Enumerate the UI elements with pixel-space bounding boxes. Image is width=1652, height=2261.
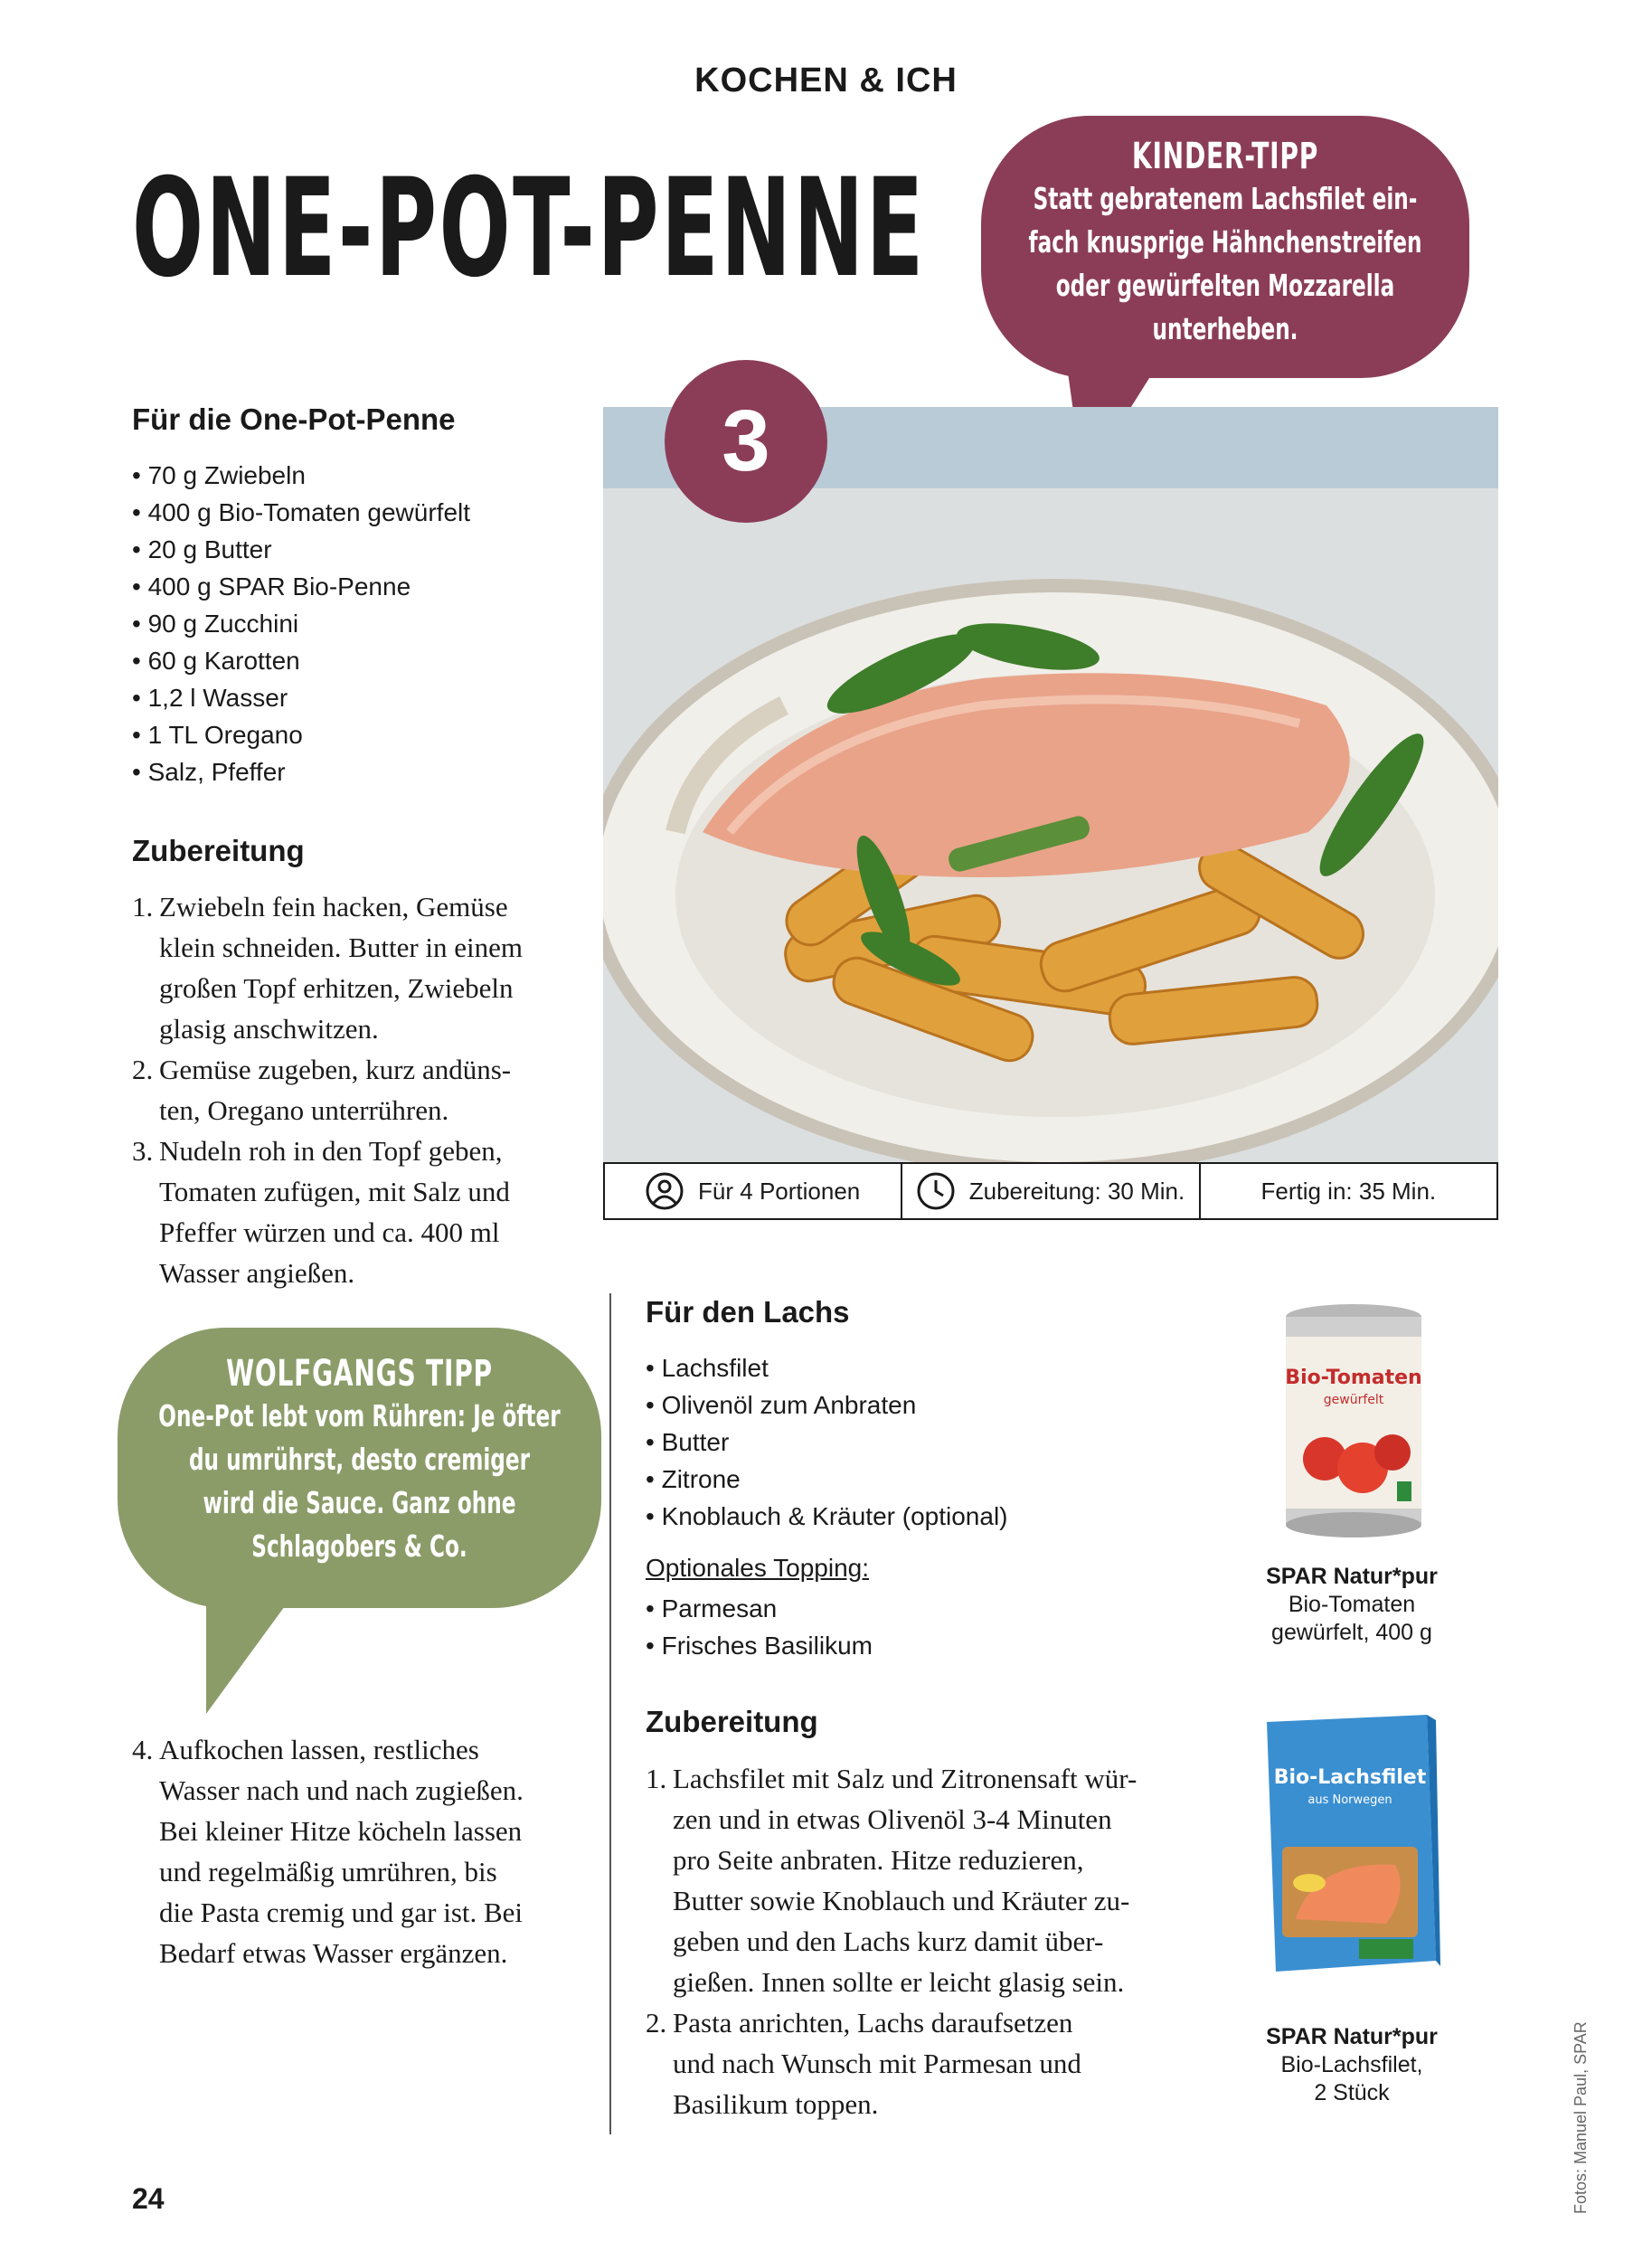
step-line: großen Topf erhitzen, Zwiebeln (159, 972, 514, 1004)
step-line: Butter sowie Knoblauch und Kräuter zu- (673, 1885, 1130, 1916)
tomato-can-illustration (1279, 1301, 1429, 1540)
kids-tip-line: unterheben. (1152, 311, 1298, 346)
info-portions-text: Für 4 Portionen (698, 1177, 861, 1205)
list-item: • Lachsfilet (646, 1349, 1008, 1386)
step-line: Gemüse zugeben, kurz andüns- (159, 1054, 512, 1085)
step-number: 2. (132, 1054, 154, 1085)
step-line: und nach Wunsch mit Parmesan und (673, 2048, 1081, 2079)
product-name: gewürfelt, 400 g (1271, 1620, 1432, 1645)
list-item: • 20 g Butter (132, 531, 470, 568)
wolf-tip-line: du umrührst, desto cremiger (188, 1442, 531, 1477)
step-item (646, 2002, 1224, 2124)
step-line: zen und in etwas Olivenöl 3-4 Minuten (673, 1803, 1112, 1835)
tomato-can-label: Bio-Tomaten (1285, 1367, 1422, 1389)
product-caption-salmon (1225, 2023, 1478, 2107)
step-item (132, 1049, 584, 1130)
wolf-tip-line: wird die Sauce. Ganz ohne (203, 1485, 516, 1520)
penne-steps (132, 886, 584, 1293)
step-line: Zwiebeln fein hacken, Gemüse (159, 891, 508, 922)
step-number: 2. (646, 2007, 667, 2039)
salmon-package-sublabel: aus Norwegen (1307, 1793, 1392, 1807)
step-line: klein schneiden. Butter in einem (159, 932, 524, 963)
kids-tip-title: KINDER-TIPP (1131, 136, 1319, 177)
info-ready-in (1201, 1164, 1496, 1218)
wolf-tip-title: WOLFGANGS TIPP (226, 1353, 493, 1395)
salmon-package-label: Bio-Lachsfilet (1273, 1766, 1427, 1789)
list-item: • Olivenöl zum Anbraten (646, 1386, 1008, 1424)
step-line: geben und den Lachs kurz damit über- (673, 1925, 1104, 1957)
step-line: ten, Oregano unterrühren. (159, 1094, 449, 1126)
wolf-tip-line: Schlagobers & Co. (251, 1528, 467, 1564)
penne-steps-continued (132, 1729, 602, 1973)
kids-tip-line: oder gewürfelten Mozzarella (1055, 268, 1395, 303)
step-line: Tomaten zufügen, mit Salz und (159, 1176, 510, 1207)
photo-credit: Fotos: Manuel Paul, SPAR (1572, 2021, 1590, 2214)
topping-heading: Optionales Topping: (646, 1554, 869, 1582)
clock-icon (917, 1172, 955, 1210)
step-line: Nudeln roh in den Topf geben, (159, 1135, 503, 1167)
step-item (646, 1758, 1224, 2002)
step-line: Aufkochen lassen, restliches (159, 1734, 479, 1765)
step-item (132, 1729, 602, 1973)
step-line: Wasser angießen. (159, 1257, 355, 1289)
column-divider (609, 1293, 611, 2134)
penne-ingredient-list (132, 457, 470, 790)
list-item: • Frisches Basilikum (646, 1627, 873, 1664)
step-line: pro Seite anbraten. Hitze reduzieren, (673, 1844, 1084, 1876)
salmon-package-image (1260, 1711, 1440, 1973)
product-name: Bio-Lachsfilet, (1280, 2052, 1423, 2077)
product-brand: SPAR Natur*pur (1266, 1564, 1438, 1589)
step-number: 3. (132, 1135, 154, 1167)
info-prep-time-text: Zubereitung: 30 Min. (968, 1177, 1185, 1205)
step-line: Lachsfilet mit Salz und Zitronensaft wür- (673, 1763, 1138, 1794)
tomato-can-image (1279, 1301, 1429, 1540)
person-icon (646, 1172, 684, 1210)
step-line: Wasser nach und nach zugießen. (159, 1774, 524, 1806)
product-brand: SPAR Natur*pur (1266, 2024, 1438, 2049)
step-line: gießen. Innen sollte er leicht glasig sein. (673, 1966, 1125, 1998)
kids-tip-bubble (981, 116, 1469, 378)
step-number: 1. (646, 1763, 667, 1794)
section-label: KOCHEN & ICH (694, 61, 958, 99)
wolf-tip-line: One-Pot lebt vom Rühren: Je öfter (158, 1398, 561, 1433)
step-line: Bedarf etwas Wasser ergänzen. (159, 1937, 508, 1969)
list-item: • 1 TL Oregano (132, 716, 470, 753)
topping-list (646, 1590, 873, 1664)
product-name: Bio-Tomaten (1288, 1592, 1416, 1617)
recipe-number-badge: 3 (665, 360, 827, 523)
step-number: 4. (132, 1734, 154, 1765)
product-name: 2 Stück (1314, 2080, 1390, 2105)
list-item: • 60 g Karotten (132, 642, 470, 679)
list-item: • 400 g Bio-Tomaten gewürfelt (132, 494, 470, 531)
step-line: und regelmäßig umrühren, bis (159, 1856, 497, 1887)
info-ready-in-text: Fertig in: 35 Min. (1260, 1177, 1437, 1205)
step-line: glasig anschwitzen. (159, 1013, 379, 1045)
list-item: • Salz, Pfeffer (132, 753, 470, 790)
salmon-prep-heading: Zubereitung (646, 1705, 818, 1738)
list-item: • Zitrone (646, 1461, 1008, 1498)
step-line: Pfeffer würzen und ca. 400 ml (159, 1216, 500, 1248)
recipe-info-bar (603, 1162, 1498, 1220)
list-item: • Butter (646, 1424, 1008, 1461)
step-item (132, 886, 584, 1049)
info-portions (605, 1164, 902, 1218)
page-number: 24 (132, 2182, 165, 2215)
list-item: • 70 g Zwiebeln (132, 457, 470, 494)
list-item: • 1,2 l Wasser (132, 679, 470, 716)
penne-ingredients-heading: Für die One-Pot-Penne (132, 402, 456, 436)
salmon-steps (646, 1758, 1224, 2124)
info-prep-time (902, 1164, 1200, 1218)
step-number: 1. (132, 891, 154, 922)
penne-prep-heading: Zubereitung (132, 834, 305, 867)
product-caption-tomatoes (1225, 1563, 1478, 1647)
tomato-can-sublabel: gewürfelt (1323, 1393, 1384, 1407)
list-item: • 90 g Zucchini (132, 605, 470, 642)
list-item: • 400 g SPAR Bio-Penne (132, 568, 470, 605)
kids-tip-line: fach knusprige Hähnchenstreifen (1028, 224, 1422, 260)
wolf-tip-bubble (118, 1328, 601, 1608)
step-item (132, 1130, 584, 1293)
salmon-ingredients-heading: Für den Lachs (646, 1295, 850, 1329)
page-title: ONE-POT-PENNE (132, 150, 926, 307)
salmon-ingredient-list (646, 1349, 1008, 1535)
list-item: • Parmesan (646, 1590, 873, 1627)
salmon-package-illustration (1260, 1711, 1440, 1973)
step-line: Pasta anrichten, Lachs daraufsetzen (673, 2007, 1073, 2039)
wolf-tip-bubble-tail (206, 1596, 292, 1714)
step-line: Basilikum toppen. (673, 2088, 879, 2120)
step-line: Bei kleiner Hitze köcheln lassen (159, 1815, 523, 1847)
kids-tip-line: Statt gebratenem Lachsfilet ein- (1033, 181, 1418, 216)
step-line: die Pasta cremig und gar ist. Bei (159, 1897, 524, 1928)
list-item: • Knoblauch & Kräuter (optional) (646, 1498, 1008, 1535)
